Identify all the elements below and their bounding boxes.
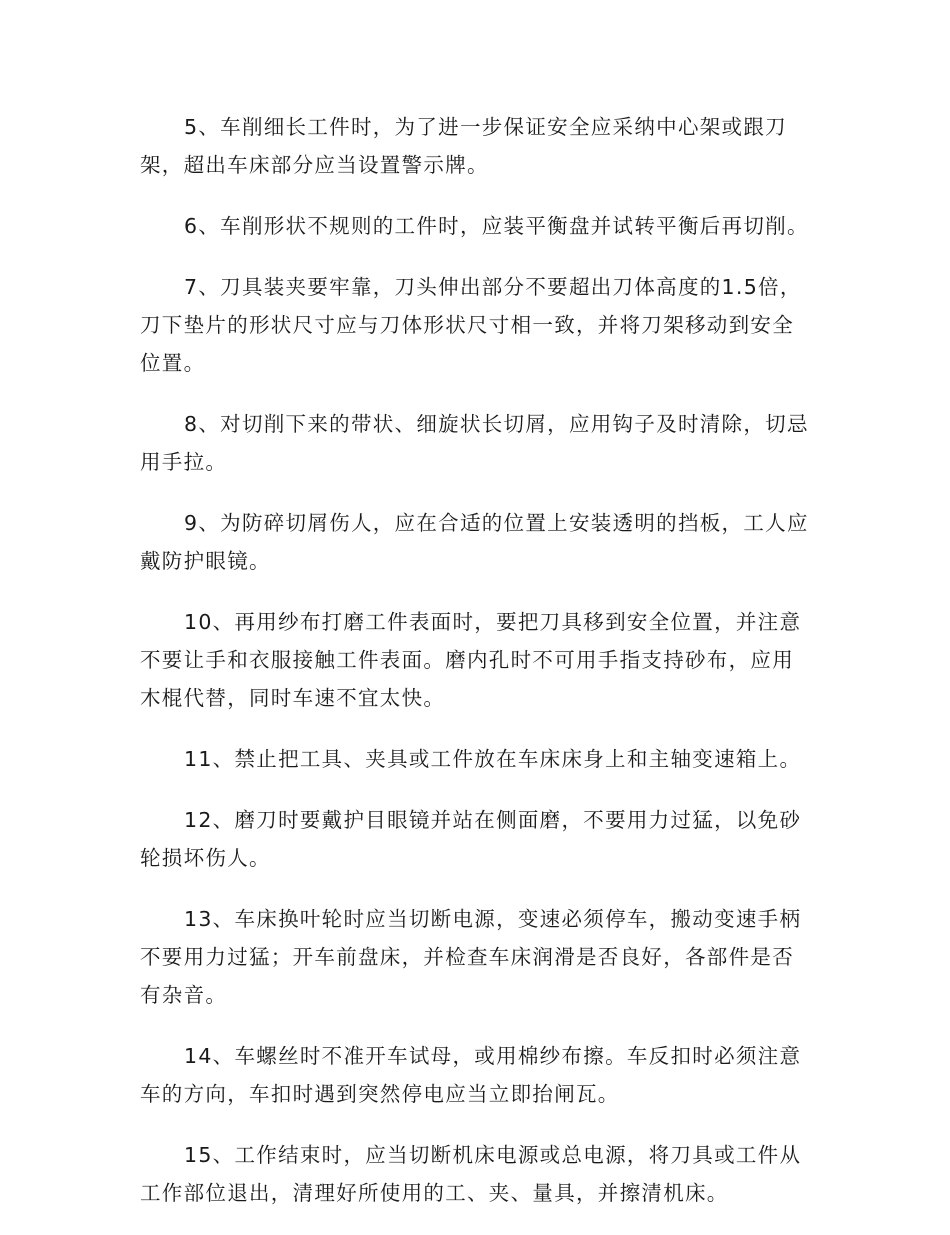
paragraph-9: 9、为防碎切屑伤人，应在合适的位置上安装透明的挡板，工人应戴防护眼镜。 xyxy=(140,511,809,573)
document-body xyxy=(140,108,810,1235)
paragraph-5: 5、车削细长工件时，为了进一步保证安全应采纳中心架或跟刀架，超出车床部分应当设置警示牌。 xyxy=(140,115,787,177)
paragraph-7: 7、刀具装夹要牢靠，刀头伸出部分不要超出刀体高度的1.5倍，刀下垫片的形状尺寸应与刀体形状尺寸相一致，并将刀架移动到安全位置。 xyxy=(140,275,802,375)
paragraph-6: 6、车削形状不规则的工件时，应装平衡盘并试转平衡后再切削。 xyxy=(184,214,809,238)
paragraph-10: 10、再用纱布打磨工件表面时，要把刀具移到安全位置，并注意不要让手和衣服接触工件表面。磨内孔时不可用手指支持砂布，应用木棍代替，同时车速不宜太快。 xyxy=(140,610,802,710)
paragraph-11: 11、禁止把工具、夹具或工件放在车床床身上和主轴变速箱上。 xyxy=(184,747,802,771)
paragraph-8: 8、对切削下来的带状、细旋状长切屑，应用钩子及时清除，切忌用手拉。 xyxy=(140,412,809,474)
paragraph-15: 15、工作结束时，应当切断机床电源或总电源，将刀具或工件从工作部位退出，清理好所使用的工、夹、量具，并擦清机床。 xyxy=(140,1143,802,1205)
paragraph-12: 12、磨刀时要戴护目眼镜并站在侧面磨，不要用力过猛，以免砂轮损坏伤人。 xyxy=(140,808,802,870)
paragraph-13: 13、车床换叶轮时应当切断电源，变速必须停车，搬动变速手柄不要用力过猛；开车前盘床，并检查车床润滑是否良好，各部件是否有杂音。 xyxy=(140,907,802,1007)
paragraph-14: 14、车螺丝时不准开车试母，或用棉纱布擦。车反扣时必须注意车的方向，车扣时遇到突然停电应当立即抬闸瓦。 xyxy=(140,1044,802,1106)
